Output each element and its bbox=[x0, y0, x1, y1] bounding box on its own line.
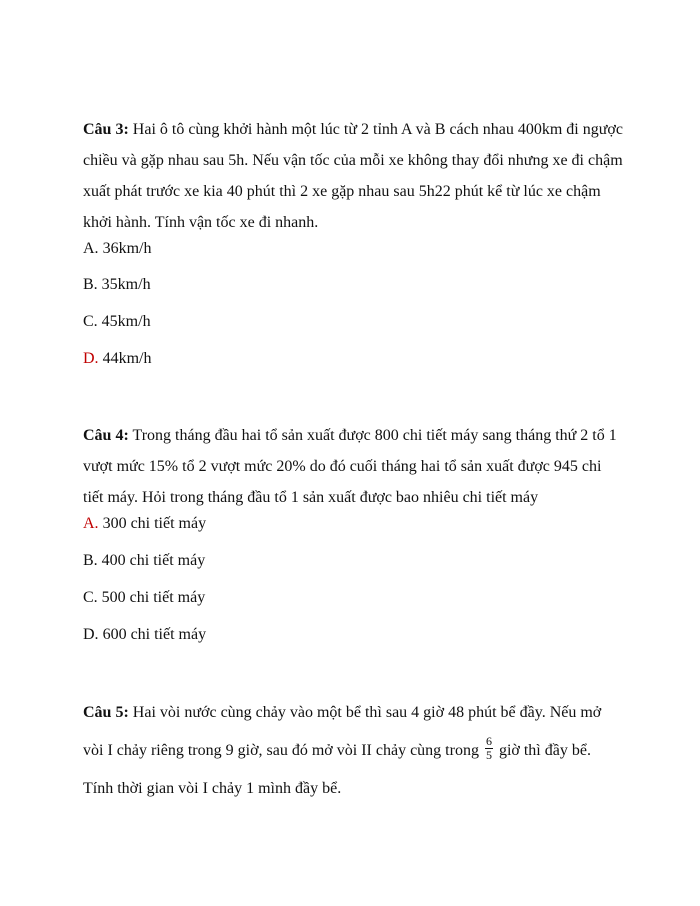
option-text: 36km/h bbox=[98, 240, 152, 257]
fraction bbox=[485, 735, 493, 762]
correct-option-letter: D. bbox=[83, 350, 99, 367]
option-text: 300 chi tiết máy bbox=[98, 515, 207, 532]
option-text: 35km/h bbox=[97, 276, 151, 293]
question-5-text-part2: giờ thì đầy bể. Tính thời gian vòi I chảy 1 mình đầy bể. bbox=[83, 742, 591, 797]
correct-option-letter: A. bbox=[83, 515, 99, 532]
question-3-option-a bbox=[83, 238, 151, 260]
option-letter: B. bbox=[83, 552, 98, 569]
question-4-option-b bbox=[83, 550, 205, 572]
question-4-option-c bbox=[83, 587, 205, 609]
option-text: 44km/h bbox=[98, 350, 152, 367]
fraction-numerator: 6 bbox=[485, 733, 492, 748]
question-4 bbox=[83, 420, 623, 513]
question-5-label: Câu 5: bbox=[83, 704, 129, 721]
option-letter: B. bbox=[83, 276, 98, 293]
option-letter: A. bbox=[83, 240, 99, 257]
question-5-text-part1: Hai vòi nước cùng chảy vào một bể thì sau 4 giờ 48 phút bể đầy. Nếu mở vòi I chảy riêng trong 9 giờ, sau đó mở vòi II chảy cùng trong bbox=[83, 704, 602, 759]
question-3-label: Câu 3: bbox=[83, 121, 129, 138]
option-text: 400 chi tiết máy bbox=[97, 552, 206, 569]
option-text: 600 chi tiết máy bbox=[98, 626, 207, 643]
question-4-text: Trong tháng đầu hai tổ sản xuất được 800 chi tiết máy sang tháng thứ 2 tổ 1 vượt mức 15% tổ 2 vượt mức 20% do đó cuối tháng hai tổ sản xuất được 945 chi tiết máy. Hỏi trong tháng đầu tổ 1 sản xuất được bao nhiêu chi tiết máy bbox=[83, 427, 617, 506]
option-text: 500 chi tiết máy bbox=[97, 589, 206, 606]
option-letter: C. bbox=[83, 589, 98, 606]
option-text: 45km/h bbox=[97, 313, 151, 330]
fraction-denominator: 5 bbox=[485, 747, 492, 762]
question-3-option-c bbox=[83, 311, 151, 333]
question-4-option-d bbox=[83, 624, 206, 646]
question-4-label: Câu 4: bbox=[83, 427, 129, 444]
question-3-option-d bbox=[83, 348, 151, 370]
question-5 bbox=[83, 694, 618, 808]
option-letter: C. bbox=[83, 313, 98, 330]
question-3-option-b bbox=[83, 274, 151, 296]
option-letter: D. bbox=[83, 626, 99, 643]
question-3 bbox=[83, 114, 623, 238]
question-4-option-a bbox=[83, 513, 206, 535]
question-3-text: Hai ô tô cùng khởi hành một lúc từ 2 tỉnh A và B cách nhau 400km đi ngược chiều và gặp nhau sau 5h. Nếu vận tốc của mỗi xe không thay đổi nhưng xe đi chậm xuất phát trước xe kia 40 phút thì 2 xe gặp nhau sau 5h22 phút kể từ lúc xe chậm khởi hành. Tính vận tốc xe đi nhanh. bbox=[83, 121, 623, 231]
